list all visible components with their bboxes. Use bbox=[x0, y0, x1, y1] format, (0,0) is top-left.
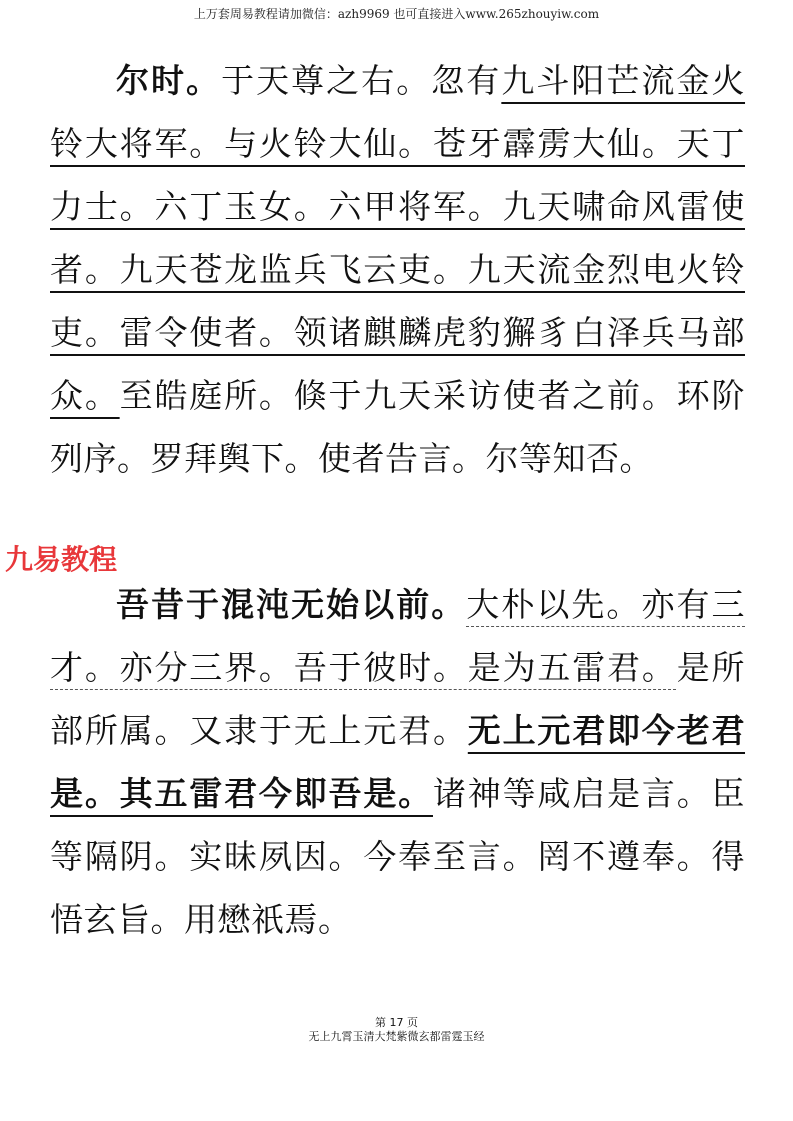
paragraph-2-bold-underlined: 无上元君即今老君是。其五雷君今即吾是。 bbox=[50, 711, 746, 813]
paragraph-1-underlined: 九斗阳芒流金火铃大将军。与火铃大仙。苍牙霹雳大仙。天丁力士。六丁玉女。六甲将军。九天啸命风雷使者。九天苍龙监兵飞云吏。九天流金烈电火铃吏。雷令使者。领诸麒麟虎豹獬豸白泽兵马部众。 bbox=[50, 61, 746, 415]
paragraph-1 bbox=[50, 49, 745, 490]
paragraph-1-lead: 尔时。 bbox=[116, 61, 222, 100]
page-header: 上万套周易教程请加微信：azh9969 也可直接进入www.265zhouyiw.com bbox=[193, 7, 600, 21]
paragraph-2-text-b: 诸神等咸启是言。臣等隔阴。实昧夙因。今奉至言。罔不遵奉。得悟玄旨。用懋祇焉。 bbox=[50, 774, 746, 939]
paragraph-2-dashed: 大朴以先。亦有三才。亦分三界。吾于彼时。是为五雷君。 bbox=[50, 585, 746, 687]
paragraph-2-text-a: 是所部所属。又隶于无上元君。 bbox=[50, 648, 746, 750]
footer-title: 无上九霄玉清大梵紫微玄都雷霆玉经 bbox=[308, 1030, 485, 1043]
paragraph-1-text-a: 于天尊之右。忽有 bbox=[221, 61, 502, 100]
paragraph-2 bbox=[50, 573, 745, 951]
paragraph-2-lead: 吾昔于混沌无始以前。 bbox=[116, 585, 467, 624]
watermark-logo: 九易教程 bbox=[5, 543, 118, 576]
paragraph-1-text-b: 至皓庭所。倏于九天采访使者之前。环阶列序。罗拜舆下。使者告言。尔等知否。 bbox=[50, 376, 746, 478]
page-number: 第 17 页 bbox=[375, 1016, 418, 1029]
